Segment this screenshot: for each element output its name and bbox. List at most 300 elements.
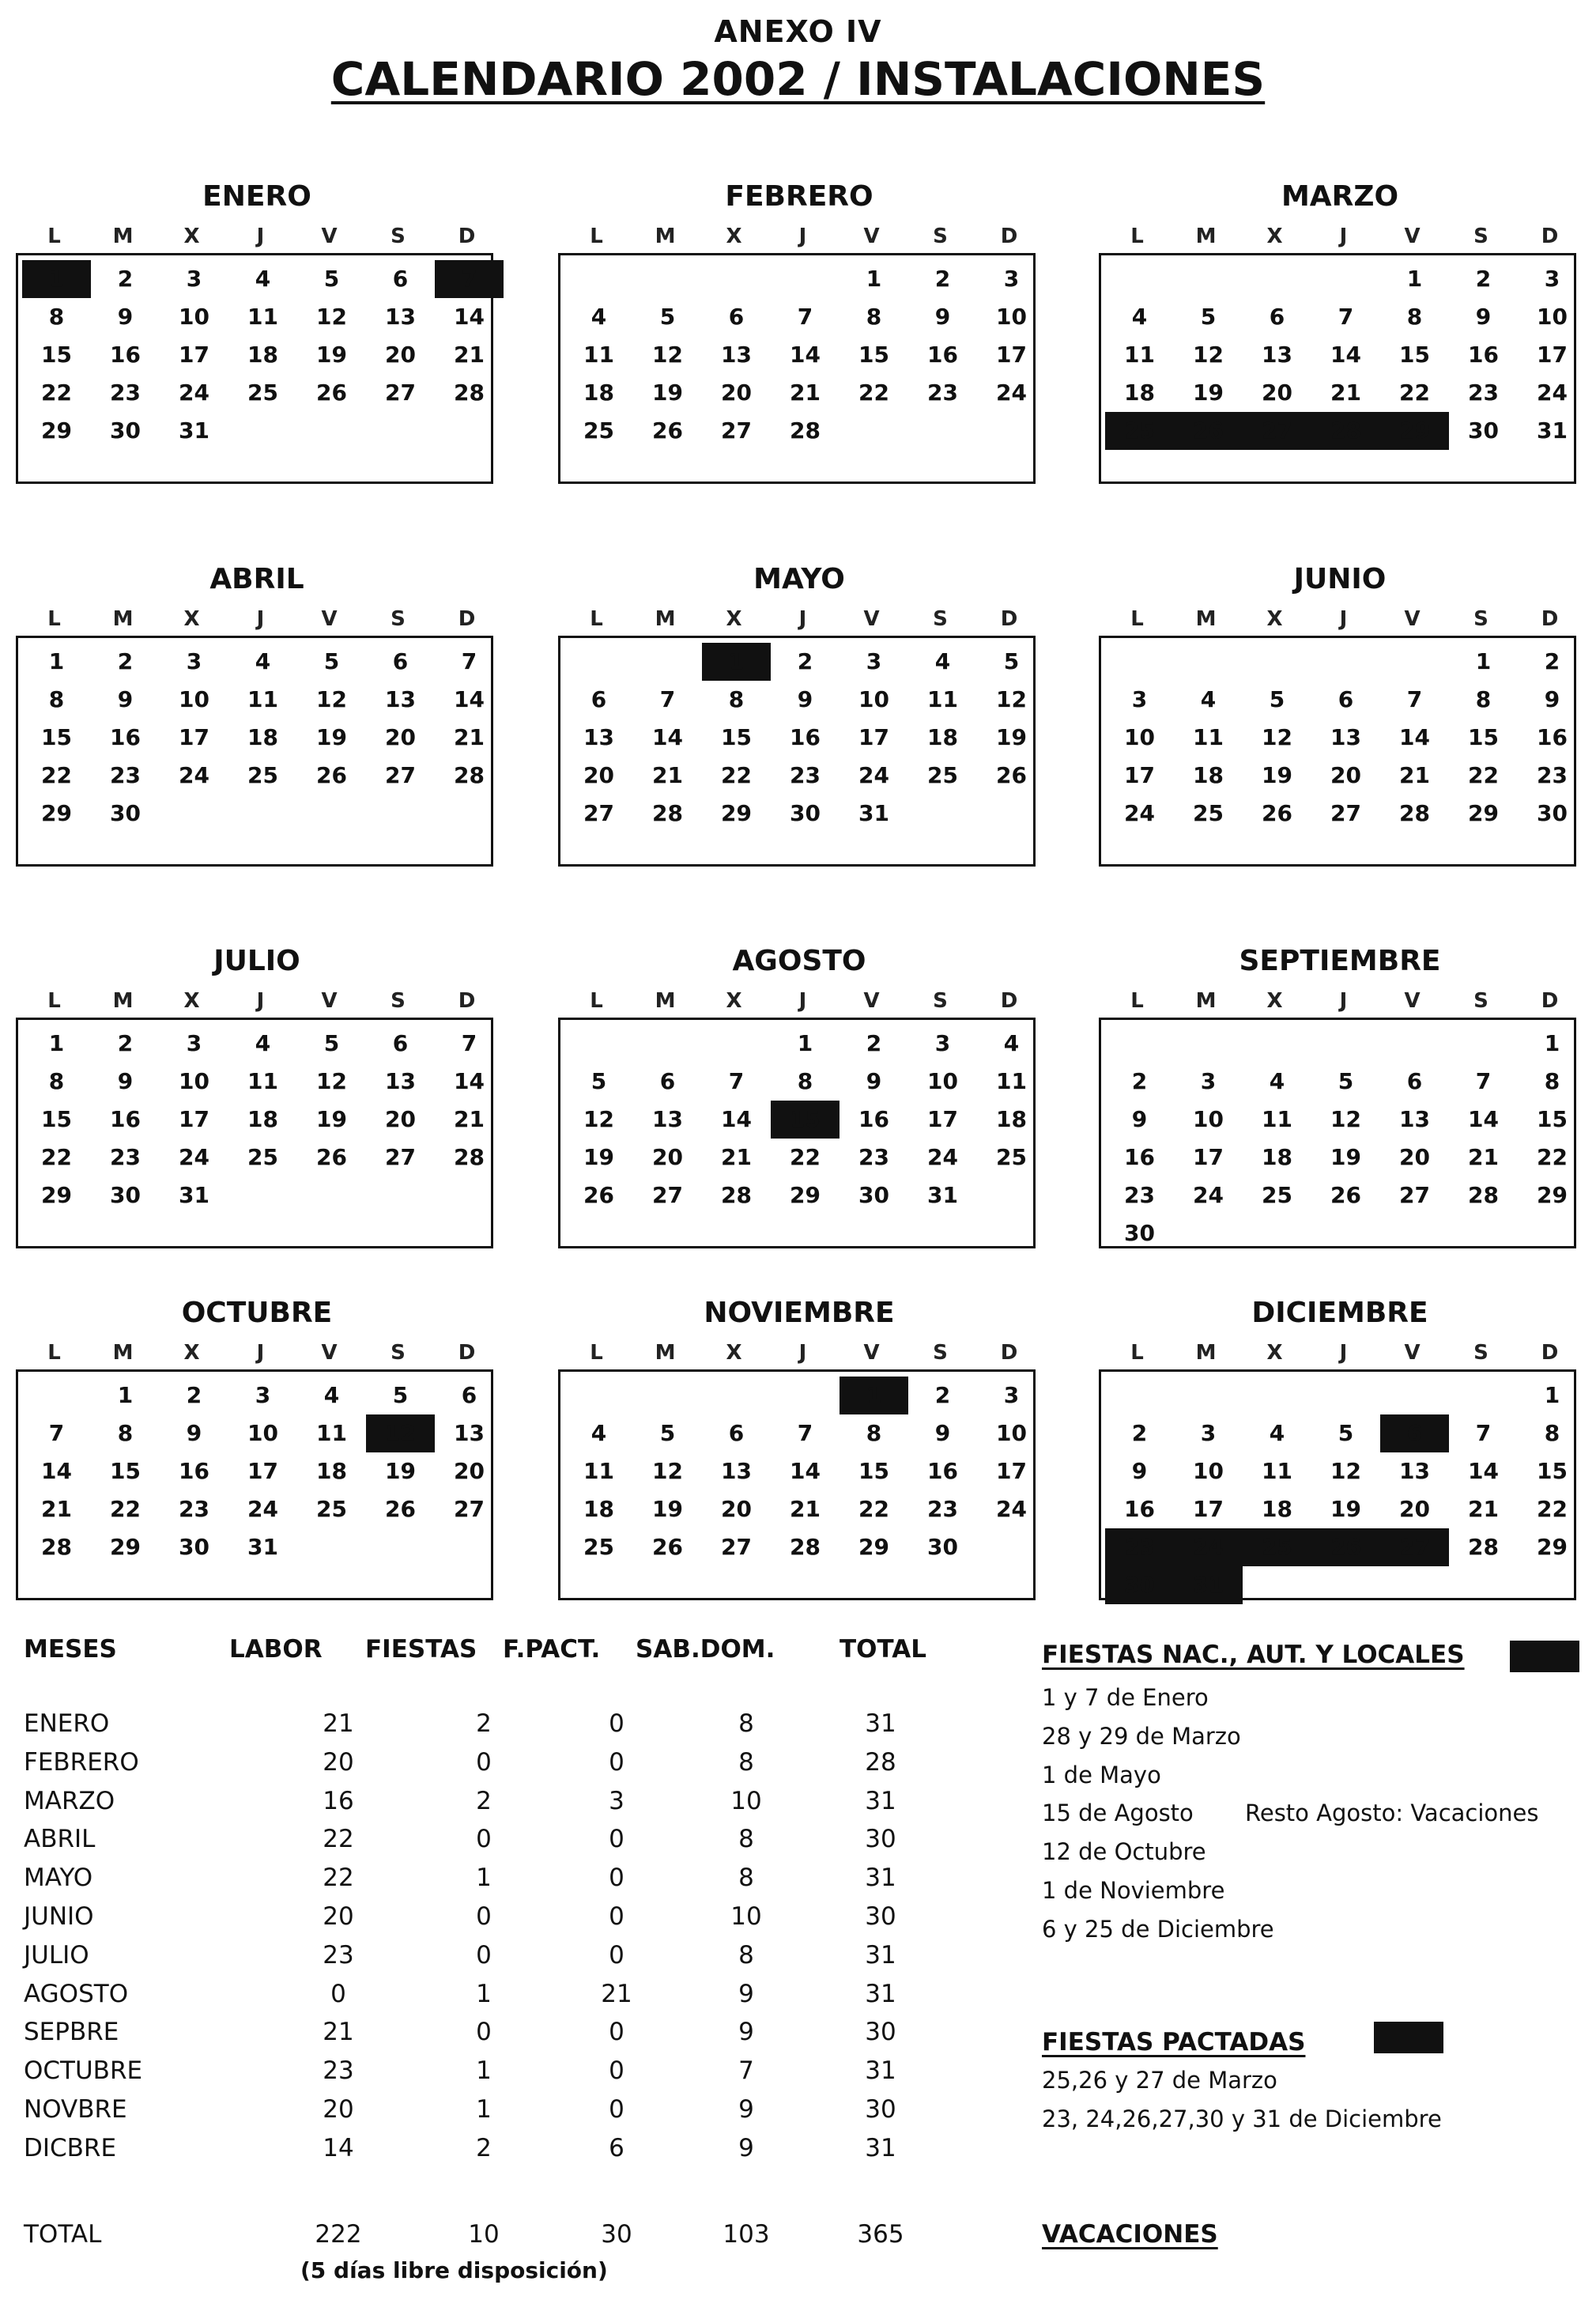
cell-fiestas: 1	[476, 2056, 492, 2086]
day-cell: 23	[110, 762, 141, 788]
weekday-header	[1099, 989, 1581, 1013]
day-cell: 4	[1269, 1068, 1285, 1094]
month-label: DICBRE	[24, 2133, 117, 2162]
weekday-label: S	[391, 225, 406, 248]
day-cell: 8	[866, 304, 882, 330]
day-cell: 30	[927, 1534, 958, 1560]
day-cell: 11	[996, 1068, 1027, 1094]
month-grid	[558, 1018, 1036, 1248]
day-cell: 11	[927, 686, 958, 712]
month-agosto	[558, 945, 1040, 1285]
day-cell: 15	[858, 342, 889, 368]
day-cell: 16	[110, 342, 141, 368]
day-cell: 5	[323, 648, 340, 674]
weekday-label: V	[1404, 989, 1421, 1013]
weekday-label: J	[1339, 1341, 1348, 1365]
day-cell: 12	[1193, 342, 1224, 368]
cell-total: 31	[865, 1940, 896, 1970]
cell-total: 365	[857, 2220, 904, 2249]
weekday-label: J	[1339, 225, 1348, 248]
day-cell: 25	[247, 380, 278, 406]
day-cell: 5	[659, 304, 676, 330]
day-cell: 12	[652, 342, 683, 368]
day-cell: 28	[454, 762, 485, 788]
day-cell: 2	[1131, 1420, 1148, 1446]
month-name: JULIO	[213, 945, 300, 977]
day-cell: 5	[392, 1382, 409, 1408]
day-cell: 3	[1131, 686, 1148, 712]
day-cell: 9	[117, 1068, 134, 1094]
weekday-label: S	[1473, 225, 1488, 248]
day-cell: 17	[858, 724, 889, 750]
cell-sabdom: 8	[738, 1747, 754, 1777]
cell-labor: 22	[323, 1825, 354, 1854]
month-label: MARZO	[24, 1786, 115, 1815]
weekday-label: L	[590, 989, 603, 1013]
day-cell: 19	[1262, 762, 1292, 788]
month-grid	[558, 253, 1036, 484]
month-label: JUNIO	[24, 1902, 94, 1931]
cell-total: 31	[865, 1709, 896, 1738]
weekday-label: M	[1195, 607, 1217, 631]
day-cell: 31	[858, 800, 889, 826]
month-grid	[16, 1018, 493, 1248]
holiday-day-cell: 7	[435, 260, 504, 298]
day-cell: 13	[385, 686, 416, 712]
cell-fpact: 6	[609, 2133, 624, 2162]
day-cell: 14	[1468, 1458, 1499, 1484]
day-cell: 23	[1468, 380, 1499, 406]
day-cell: 4	[1003, 1030, 1020, 1056]
weekday-label: M	[1195, 989, 1217, 1013]
day-cell: 7	[1338, 304, 1354, 330]
day-cell: 9	[117, 686, 134, 712]
cell-sabdom: 10	[730, 1786, 762, 1815]
cell-fpact: 0	[609, 1747, 624, 1777]
day-cell: 12	[652, 1458, 683, 1484]
weekday-label: S	[391, 989, 406, 1013]
day-cell: 5	[1338, 1420, 1354, 1446]
annex-label: ANEXO IV	[714, 14, 882, 49]
day-cell: 9	[934, 1420, 951, 1446]
day-cell: 9	[117, 304, 134, 330]
cell-sabdom: 7	[738, 2056, 754, 2086]
day-cell: 31	[1537, 417, 1568, 444]
month-name: NOVIEMBRE	[704, 1297, 895, 1329]
day-cell: 12	[1330, 1458, 1361, 1484]
cell-sabdom: 10	[730, 1902, 762, 1931]
weekday-label: S	[933, 607, 948, 631]
day-cell: 6	[659, 1068, 676, 1094]
month-name: ENERO	[202, 180, 311, 213]
table-row	[24, 1980, 972, 2011]
day-cell: 22	[858, 1496, 889, 1522]
cell-fpact: 0	[609, 1825, 624, 1854]
day-cell: 15	[721, 724, 752, 750]
day-cell: 7	[728, 1068, 745, 1094]
pactada-item: 23, 24,26,27,30 y 31 de Diciembre	[1042, 2105, 1442, 2132]
month-junio	[1099, 563, 1581, 903]
cell-labor: 21	[323, 2018, 354, 2047]
weekday-header	[1099, 1341, 1581, 1365]
weekday-label: S	[933, 1341, 948, 1365]
month-mayo	[558, 563, 1040, 903]
day-cell: 20	[385, 342, 416, 368]
weekday-header	[1099, 225, 1581, 248]
month-grid	[1099, 1369, 1576, 1600]
day-cell: 6	[392, 266, 409, 292]
day-cell: 1	[48, 1030, 65, 1056]
weekday-label: S	[1473, 989, 1488, 1013]
weekday-label: D	[458, 225, 476, 248]
day-cell: 7	[461, 648, 477, 674]
holiday-day-cell: 1	[22, 260, 91, 298]
month-name: OCTUBRE	[181, 1297, 333, 1329]
day-cell: 3	[1200, 1420, 1217, 1446]
day-cell: 8	[48, 686, 65, 712]
holiday-day-cell: 23	[1105, 1528, 1174, 1566]
day-cell: 27	[721, 1534, 752, 1560]
day-cell: 14	[721, 1106, 752, 1132]
weekday-header	[558, 1341, 1040, 1365]
day-cell: 26	[316, 1144, 347, 1170]
cell-total: 31	[865, 2133, 896, 2162]
day-cell: 16	[110, 1106, 141, 1132]
cell-fpact: 21	[601, 1979, 632, 2008]
day-cell: 12	[316, 686, 347, 712]
day-cell: 8	[1544, 1420, 1560, 1446]
weekday-label: D	[1541, 989, 1559, 1013]
weekday-label: D	[1000, 1341, 1018, 1365]
month-abril	[16, 563, 498, 903]
day-cell: 5	[590, 1068, 607, 1094]
day-cell: 7	[1475, 1068, 1492, 1094]
weekday-label: V	[863, 989, 880, 1013]
weekday-label: M	[1195, 1341, 1217, 1365]
day-cell: 10	[1193, 1106, 1224, 1132]
fiestas-legend-swatch	[1510, 1641, 1579, 1672]
weekday-header	[16, 607, 498, 631]
day-cell: 16	[110, 724, 141, 750]
day-cell: 17	[179, 724, 209, 750]
day-cell: 12	[583, 1106, 614, 1132]
day-cell: 14	[41, 1458, 72, 1484]
day-cell: 14	[454, 1068, 485, 1094]
day-cell: 26	[316, 380, 347, 406]
cell-labor: 23	[323, 2056, 354, 2086]
day-cell: 1	[1475, 648, 1492, 674]
day-cell: 25	[247, 1144, 278, 1170]
day-cell: 17	[927, 1106, 958, 1132]
weekday-header	[16, 1341, 498, 1365]
day-cell: 24	[247, 1496, 278, 1522]
weekday-label: V	[863, 607, 880, 631]
day-cell: 29	[858, 1534, 889, 1560]
weekday-label: X	[1266, 1341, 1283, 1365]
day-cell: 17	[247, 1458, 278, 1484]
page-title-text: CALENDARIO 2002 / INSTALACIONES	[330, 52, 1266, 106]
cell-labor: 22	[323, 1864, 354, 1893]
cell-total: 30	[865, 1902, 896, 1931]
day-cell: 19	[385, 1458, 416, 1484]
day-cell: 15	[1537, 1106, 1568, 1132]
table-row	[24, 1709, 972, 1741]
day-cell: 18	[927, 724, 958, 750]
day-cell: 16	[858, 1106, 889, 1132]
day-cell: 13	[1330, 724, 1361, 750]
day-cell: 21	[1330, 380, 1361, 406]
day-cell: 9	[934, 304, 951, 330]
cell-sabdom: 8	[738, 1940, 754, 1970]
day-cell: 9	[866, 1068, 882, 1094]
weekday-label: X	[726, 607, 742, 631]
day-cell: 29	[721, 800, 752, 826]
weekday-label: M	[112, 225, 134, 248]
day-cell: 14	[454, 686, 485, 712]
weekday-label: J	[798, 607, 807, 631]
day-cell: 7	[797, 304, 813, 330]
cell-labor: 20	[323, 1902, 354, 1931]
day-cell: 29	[41, 417, 72, 444]
month-grid	[1099, 636, 1576, 867]
day-cell: 12	[996, 686, 1027, 712]
holiday-day-cell: 31	[1174, 1566, 1243, 1604]
day-cell: 18	[583, 380, 614, 406]
day-cell: 24	[996, 1496, 1027, 1522]
day-cell: 29	[1537, 1182, 1568, 1208]
day-cell: 8	[797, 1068, 813, 1094]
cell-fiestas: 1	[476, 1864, 492, 1893]
month-name: AGOSTO	[732, 945, 866, 977]
day-cell: 30	[1124, 1220, 1155, 1246]
day-cell: 30	[790, 800, 821, 826]
month-label: SEPBRE	[24, 2018, 119, 2047]
weekday-label: L	[1130, 225, 1144, 248]
day-cell: 23	[110, 380, 141, 406]
day-cell: 27	[583, 800, 614, 826]
weekday-label: V	[863, 225, 880, 248]
day-cell: 7	[1475, 1420, 1492, 1446]
weekday-label: S	[1473, 1341, 1488, 1365]
month-grid	[1099, 1018, 1576, 1248]
day-cell: 16	[1468, 342, 1499, 368]
month-label: TOTAL	[24, 2220, 102, 2249]
day-cell: 6	[728, 1420, 745, 1446]
weekday-label: X	[183, 607, 200, 631]
cell-total: 31	[865, 1786, 896, 1815]
day-cell: 22	[1537, 1496, 1568, 1522]
day-cell: 1	[48, 648, 65, 674]
weekday-label: V	[321, 607, 338, 631]
weekday-label: J	[798, 989, 807, 1013]
cell-fiestas: 2	[476, 1709, 492, 1738]
day-cell: 31	[179, 417, 209, 444]
day-cell: 24	[927, 1144, 958, 1170]
weekday-label: J	[256, 225, 265, 248]
day-cell: 8	[1544, 1068, 1560, 1094]
day-cell: 9	[1131, 1106, 1148, 1132]
cell-fiestas: 2	[476, 2133, 492, 2162]
table-row	[24, 1902, 972, 1934]
day-cell: 14	[790, 342, 821, 368]
holiday-day-cell: 29	[1380, 412, 1449, 450]
holiday-day-cell: 30	[1105, 1566, 1174, 1604]
day-cell: 19	[1330, 1496, 1361, 1522]
day-cell: 2	[797, 648, 813, 674]
day-cell: 20	[721, 1496, 752, 1522]
cell-sabdom: 9	[738, 1979, 754, 2008]
day-cell: 21	[454, 1106, 485, 1132]
weekday-header	[558, 989, 1040, 1013]
day-cell: 27	[385, 762, 416, 788]
day-cell: 24	[179, 1144, 209, 1170]
day-cell: 10	[179, 304, 209, 330]
day-cell: 26	[385, 1496, 416, 1522]
cell-fiestas: 1	[476, 2095, 492, 2124]
weekday-label: V	[1404, 1341, 1421, 1365]
day-cell: 8	[48, 304, 65, 330]
pactadas-legend-title: FIESTAS PACTADAS	[1042, 2028, 1306, 2056]
day-cell: 22	[1468, 762, 1499, 788]
table-row	[24, 1825, 972, 1856]
holiday-day-cell: 12	[366, 1414, 435, 1452]
day-cell: 28	[790, 1534, 821, 1560]
day-cell: 4	[255, 1030, 271, 1056]
day-cell: 30	[110, 417, 141, 444]
cell-total: 30	[865, 2095, 896, 2124]
day-cell: 23	[927, 380, 958, 406]
day-cell: 5	[1003, 648, 1020, 674]
day-cell: 5	[323, 266, 340, 292]
weekday-label: L	[47, 225, 61, 248]
cell-fpact: 0	[609, 1864, 624, 1893]
weekday-header	[558, 607, 1040, 631]
day-cell: 1	[117, 1382, 134, 1408]
holiday-day-cell: 1	[702, 643, 771, 681]
cell-fpact: 0	[609, 1709, 624, 1738]
day-cell: 10	[996, 304, 1027, 330]
weekday-label: X	[1266, 989, 1283, 1013]
weekday-label: D	[1541, 607, 1559, 631]
day-cell: 26	[583, 1182, 614, 1208]
day-cell: 24	[1193, 1182, 1224, 1208]
weekday-header	[16, 989, 498, 1013]
summary-note: (5 días libre disposición)	[300, 2257, 608, 2283]
day-cell: 2	[117, 1030, 134, 1056]
day-cell: 28	[1468, 1182, 1499, 1208]
weekday-header	[1099, 607, 1581, 631]
day-cell: 22	[1399, 380, 1430, 406]
day-cell: 29	[790, 1182, 821, 1208]
day-cell: 6	[461, 1382, 477, 1408]
day-cell: 7	[797, 1420, 813, 1446]
day-cell: 19	[316, 1106, 347, 1132]
day-cell: 29	[41, 1182, 72, 1208]
day-cell: 2	[1131, 1068, 1148, 1094]
day-cell: 17	[1537, 342, 1568, 368]
day-cell: 16	[790, 724, 821, 750]
weekday-label: J	[256, 607, 265, 631]
day-cell: 1	[866, 266, 882, 292]
day-cell: 22	[110, 1496, 141, 1522]
day-cell: 12	[1330, 1106, 1361, 1132]
month-grid	[558, 1369, 1036, 1600]
day-cell: 2	[117, 266, 134, 292]
day-cell: 24	[858, 762, 889, 788]
day-cell: 10	[858, 686, 889, 712]
cell-labor: 0	[330, 1979, 346, 2008]
fiesta-item: 28 y 29 de Marzo	[1042, 1722, 1241, 1750]
day-cell: 27	[721, 417, 752, 444]
month-enero	[16, 180, 498, 520]
day-cell: 7	[659, 686, 676, 712]
month-name: SEPTIEMBRE	[1239, 945, 1441, 977]
day-cell: 19	[1330, 1144, 1361, 1170]
cell-fpact: 3	[609, 1786, 624, 1815]
day-cell: 22	[858, 380, 889, 406]
weekday-label: X	[726, 989, 742, 1013]
day-cell: 1	[1544, 1030, 1560, 1056]
day-cell: 29	[41, 800, 72, 826]
day-cell: 6	[728, 304, 745, 330]
day-cell: 19	[652, 1496, 683, 1522]
month-label: JULIO	[24, 1940, 89, 1970]
month-grid	[558, 636, 1036, 867]
day-cell: 20	[1399, 1144, 1430, 1170]
month-label: FEBRERO	[24, 1747, 139, 1777]
col-header-sabdom: SAB.DOM.	[636, 1635, 775, 1664]
day-cell: 19	[316, 342, 347, 368]
day-cell: 13	[1399, 1458, 1430, 1484]
weekday-label: M	[655, 989, 676, 1013]
day-cell: 19	[652, 380, 683, 406]
weekday-label: V	[863, 1341, 880, 1365]
day-cell: 15	[110, 1458, 141, 1484]
day-cell: 1	[797, 1030, 813, 1056]
day-cell: 4	[1131, 304, 1148, 330]
month-marzo	[1099, 180, 1581, 520]
weekday-label: M	[655, 1341, 676, 1365]
day-cell: 26	[316, 762, 347, 788]
day-cell: 6	[1338, 686, 1354, 712]
day-cell: 25	[583, 1534, 614, 1560]
agosto-vacaciones-note: Resto Agosto: Vacaciones	[1245, 1800, 1539, 1826]
cell-fpact: 0	[609, 2095, 624, 2124]
day-cell: 28	[721, 1182, 752, 1208]
cell-labor: 23	[323, 1940, 354, 1970]
day-cell: 30	[1468, 417, 1499, 444]
weekday-label: L	[1130, 989, 1144, 1013]
day-cell: 18	[1262, 1144, 1292, 1170]
day-cell: 23	[1537, 762, 1568, 788]
cell-labor: 20	[323, 1747, 354, 1777]
day-cell: 21	[1468, 1144, 1499, 1170]
table-row	[24, 1941, 972, 1973]
month-label: MAYO	[24, 1864, 93, 1893]
day-cell: 9	[1544, 686, 1560, 712]
weekday-label: D	[1000, 225, 1018, 248]
weekday-label: D	[1000, 607, 1018, 631]
cell-fiestas: 10	[468, 2220, 500, 2249]
weekday-label: X	[726, 225, 742, 248]
day-cell: 21	[652, 762, 683, 788]
day-cell: 2	[1475, 266, 1492, 292]
day-cell: 2	[866, 1030, 882, 1056]
cell-fpact: 30	[601, 2220, 632, 2249]
day-cell: 28	[652, 800, 683, 826]
day-cell: 31	[927, 1182, 958, 1208]
day-cell: 11	[247, 304, 278, 330]
